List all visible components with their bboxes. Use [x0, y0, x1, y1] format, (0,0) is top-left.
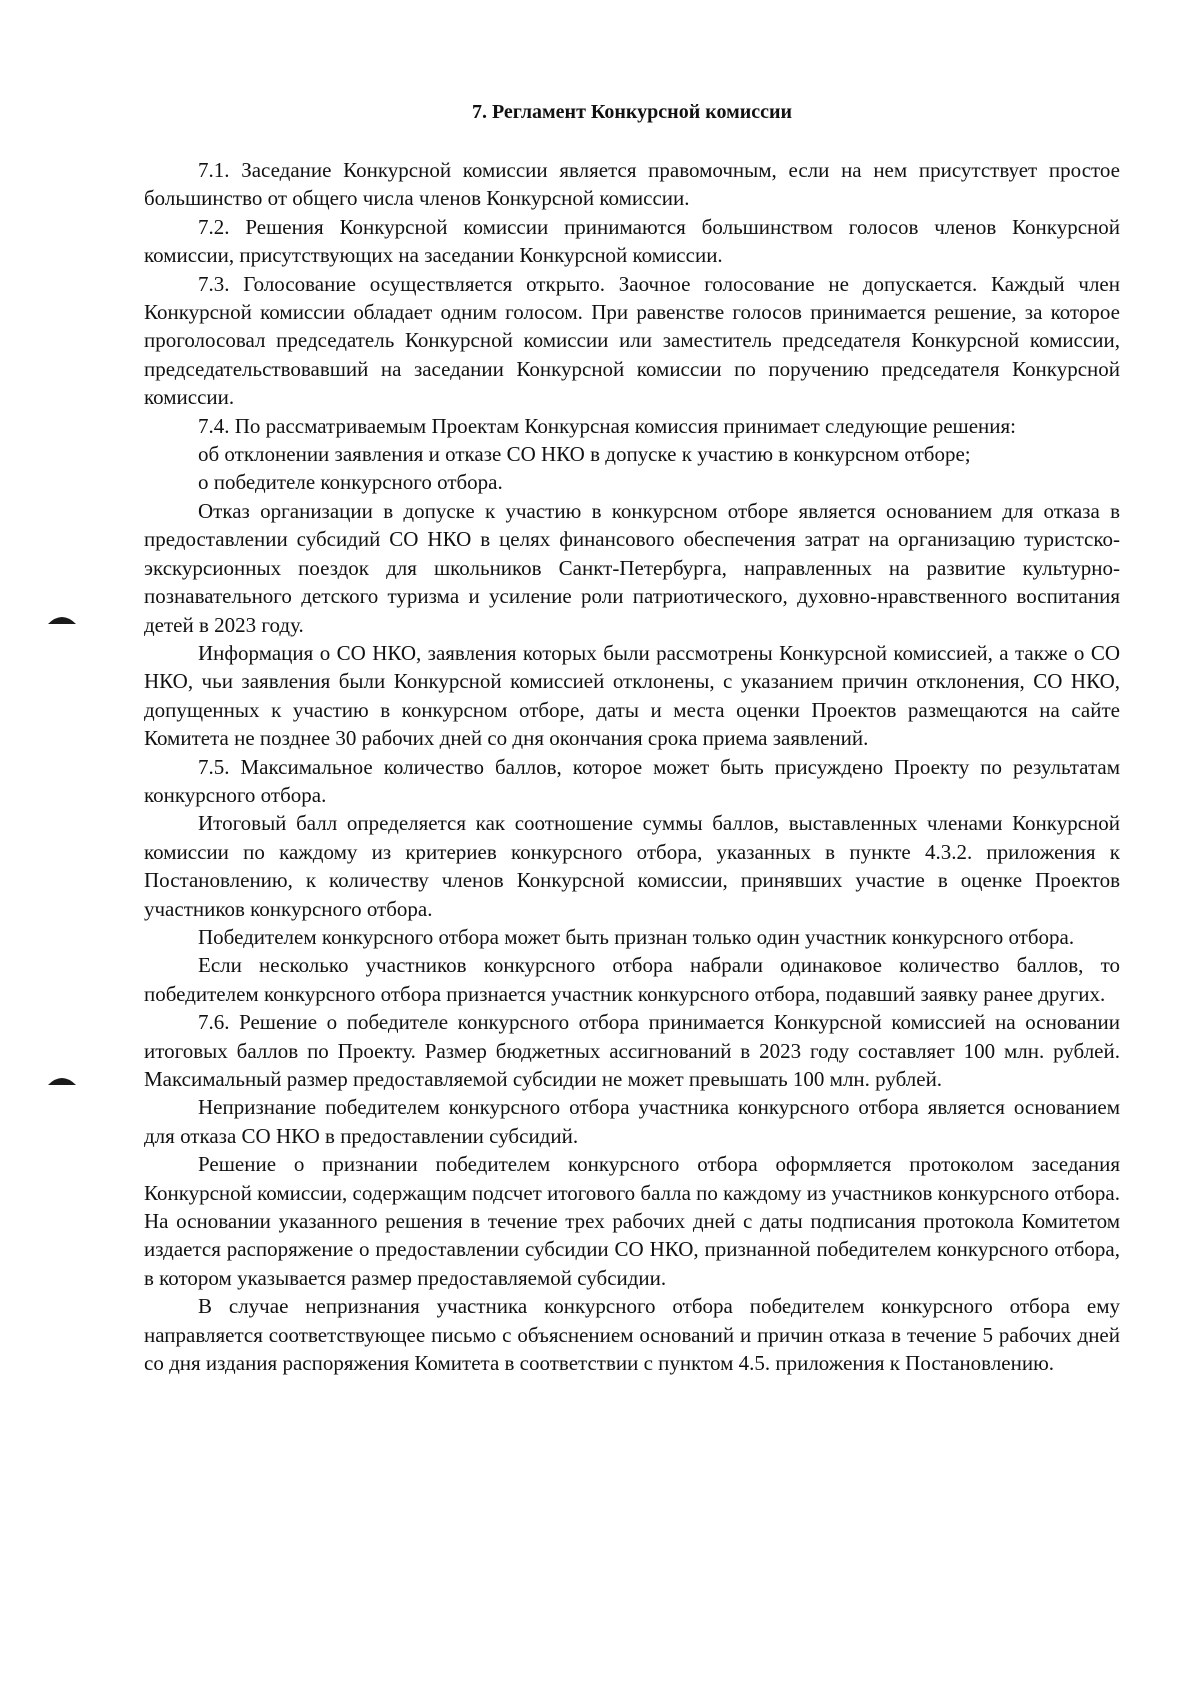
- paragraph-7-6: 7.6. Решение о победителе конкурсного отбора принимается Конкурсной комиссией на основании итоговых баллов по Проекту. Размер бюджетных ассигнований в 2023 году составляет 100 млн. рублей. Максимальный размер предоставляемой субсидии не может превышать 100 млн. рублей.: [144, 1010, 1120, 1091]
- punch-hole-mark: [48, 1074, 76, 1086]
- paragraph-refusal-letter: В случае непризнания участника конкурсного отбора победителем конкурсного отбора ему направляется соответствующее письмо с объяснением оснований и причин отказа в течение 5 рабочих дней со дня издания распоряжения Комитета в соответствии с пунктом 4.5. приложения к Постановлению.: [144, 1294, 1120, 1376]
- paragraph-final-score: Итоговый балл определяется как соотношение суммы баллов, выставленных членами Конкурсной комиссии по каждому из критериев конкурсного отбора, указанных в пункте 4.3.2. приложения к Постановлению, к количеству членов Конкурсной комиссии, принявших участие в оценке Проектов участников конкурсного отбора.: [144, 811, 1120, 921]
- paragraph-7-5: 7.5. Максимальное количество баллов, которое может быть присуждено Проекту по результатам конкурсного отбора.: [144, 754, 1120, 807]
- paragraph-non-recognition: Непризнание победителем конкурсного отбора участника конкурсного отбора является основанием для отказа СО НКО в предоставлении субсидий.: [144, 1095, 1120, 1148]
- list-item-rejection: об отклонении заявления и отказе СО НКО в допуске к участию в конкурсном отборе;: [198, 442, 971, 467]
- paragraph-protocol-decision: Решение о признании победителем конкурсного отбора оформляется протоколом заседания Конкурсной комиссии, содержащим подсчет итогового балла по каждому из участников конкурсного отбора. На основании указанного решения в течение трех рабочих дней с даты подписания протокола Комитетом издается распоряжение о предоставлении субсидии СО НКО, признанной победителем конкурсного отбора, в котором указывается размер предоставляемой субсидии.: [144, 1152, 1120, 1290]
- section-title: 7. Регламент Конкурсной комиссии: [471, 101, 793, 123]
- paragraph-7-3: 7.3. Голосование осуществляется открыто. Заочное голосование не допускается. Каждый член Конкурсной комиссии обладает одним голосом. При равенстве голосов принимается решение, за которое проголосовал председатель Конкурсной комиссии или заместитель председателя Конкурсной комиссии, председательствовавший на заседании Конкурсной комиссии по поручению председателя Конкурсной комиссии.: [144, 271, 1120, 410]
- paragraph-7-1: 7.1. Заседание Конкурсной комиссии является правомочным, если на нем присутствует простое большинство от общего числа членов Конкурсной комиссии.: [144, 158, 1120, 211]
- punch-hole-mark: [48, 613, 76, 625]
- paragraph-tie-rule: Если несколько участников конкурсного отбора набрали одинаковое количество баллов, то победителем конкурсного отбора признается участник конкурсного отбора, подавший заявку ранее других.: [144, 953, 1120, 1006]
- list-item-winner: о победителе конкурсного отбора.: [198, 470, 503, 495]
- paragraph-7-4: 7.4. По рассматриваемым Проектам Конкурсная комиссия принимает следующие решения:: [198, 413, 1016, 438]
- paragraph-refusal-basis: Отказ организации в допуске к участию в конкурсном отборе является основанием для отказа в предоставлении субсидий СО НКО в целях финансового обеспечения затрат на организацию туристско-экскурсионных поездок для школьников Санкт-Петербурга, направленных на развитие культурно-познавательного детского туризма и усиление роли патриотического, духовно-нравственного воспитания детей в 2023 году.: [144, 498, 1120, 637]
- paragraph-single-winner: Победителем конкурсного отбора может быть признан только один участник конкурсного отбора.: [198, 924, 1075, 949]
- document-body: [144, 156, 1120, 1377]
- paragraph-7-2: 7.2. Решения Конкурсной комиссии принимаются большинством голосов членов Конкурсной комиссии, присутствующих на заседании Конкурсной комиссии.: [144, 214, 1120, 268]
- paragraph-information-publication: Информация о СО НКО, заявления которых были рассмотрены Конкурсной комиссией, а также о СО НКО, чьи заявления были Конкурсной комиссией отклонены, с указанием причин отклонения, СО НКО, допущенных к участию в конкурсном отборе, даты и места оценки Проектов размещаются на сайте Комитета не позднее 30 рабочих дней со дня окончания срока приема заявлений.: [144, 640, 1120, 751]
